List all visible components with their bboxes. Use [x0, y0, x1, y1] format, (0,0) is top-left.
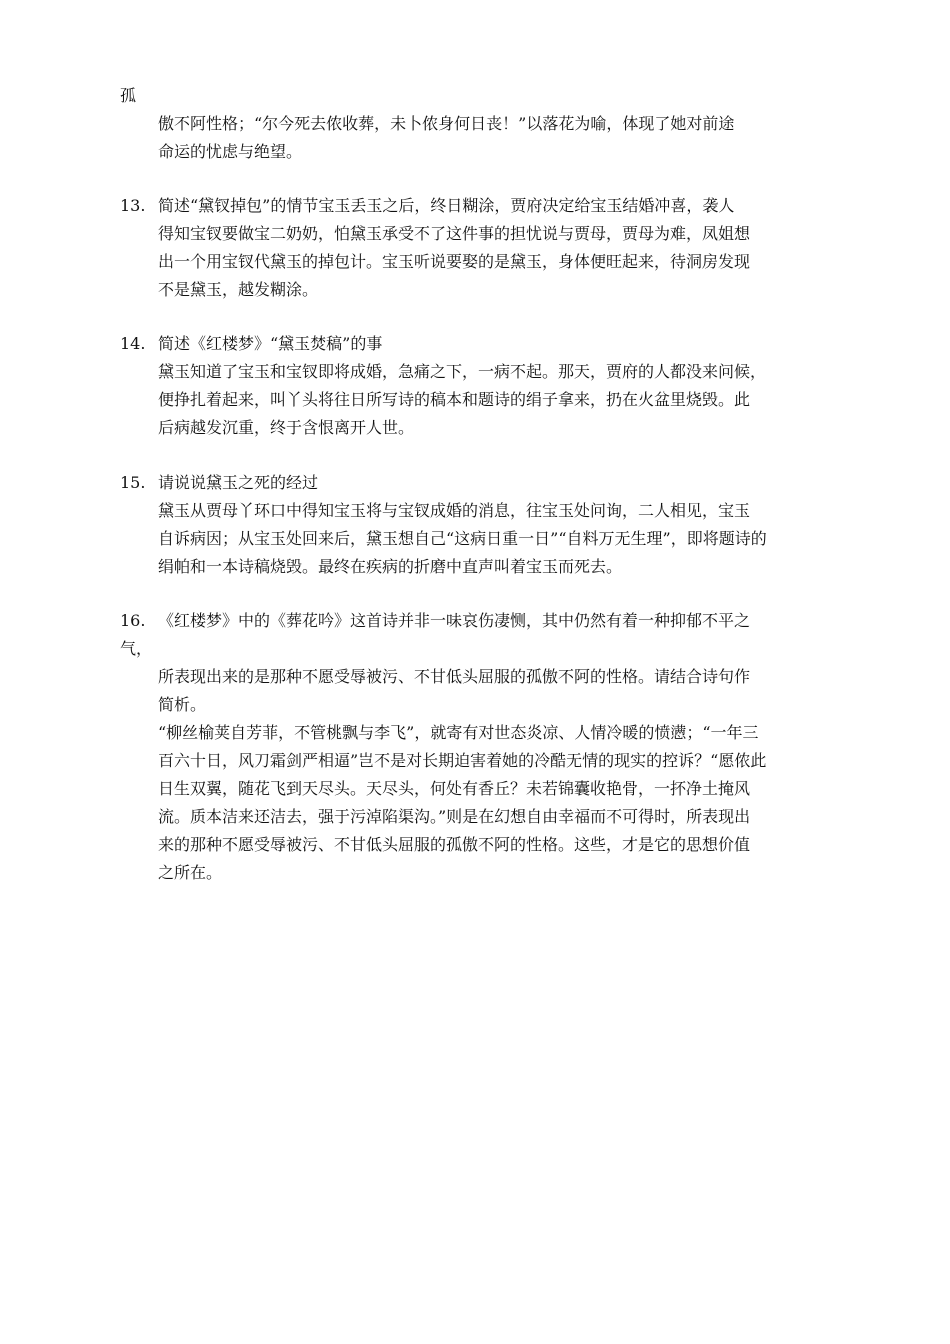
answer-line: 不是黛玉，越发糊涂。 [158, 280, 319, 299]
question-text: 《红楼梦》中的《葬花吟》这首诗并非一味哀伤凄恻，其中仍然有着一种抑郁不平之 [158, 611, 751, 630]
answer-line: 得知宝钗要做宝二奶奶，怕黛玉承受不了这件事的担忧说与贾母，贾母为难，凤姐想 [158, 224, 751, 243]
answer-line: 来的那种不愿受辱被污、不甘低头屈服的孤傲不阿的性格。这些，才是它的思想价值 [158, 835, 751, 854]
answer-line: 后病越发沉重，终于含恨离开人世。 [158, 418, 415, 437]
question-number: 15. [120, 473, 146, 492]
question-number: 13. [120, 196, 146, 215]
fragment-line: 命运的忧虑与绝望。 [158, 142, 303, 161]
answer-line: 所表现出来的是那种不愿受辱被污、不甘低头屈服的孤傲不阿的性格。请结合诗句作 [158, 667, 751, 686]
question-number: 14. [120, 334, 146, 353]
answer-line: 日生双翼，随花飞到天尽头。天尽头，何处有香丘？未若锦囊收艳骨，一抔净土掩风 [158, 779, 751, 798]
answer-line: 自诉病因；从宝玉处回来后，黛玉想自己“这病日重一日”“自料万无生理”，即将题诗的 [158, 529, 767, 548]
answer-line: 便挣扎着起来，叫丫头将往日所写诗的稿本和题诗的绢子拿来，扔在火盆里烧毁。此 [158, 390, 751, 409]
answer-line: 百六十日，风刀霜剑严相逼”岂不是对长期迫害着她的冷酷无情的现实的控诉？“愿侬此 [158, 751, 767, 770]
question-wrap-text: 气， [120, 639, 153, 658]
answer-line: 流。质本洁来还洁去，强于污淖陷渠沟。”则是在幻想自由幸福而不可得时，所表现出 [158, 807, 751, 826]
fragment-first-line: 孤 [120, 86, 137, 105]
answer-line: 简析。 [158, 695, 207, 714]
answer-line: “柳丝榆荚自芳菲，不管桃飘与李飞”，就寄有对世态炎凉、人情冷暖的愤懑；“一年三 [158, 723, 759, 742]
answer-line: 出一个用宝钗代黛玉的掉包计。宝玉听说要娶的是黛玉，身体便旺起来，待洞房发现 [158, 252, 751, 271]
answer-line: 之所在。 [158, 863, 223, 882]
question-text: 简述“黛钗掉包”的情节宝玉丢玉之后，终日糊涂，贾府决定给宝玉结婚冲喜，袭人 [158, 196, 735, 215]
answer-line: 黛玉从贾母丫环口中得知宝玉将与宝钗成婚的消息，往宝玉处问询，二人相见，宝玉 [158, 501, 751, 520]
question-number: 16. [120, 611, 146, 630]
question-text: 简述《红楼梦》“黛玉焚稿”的事 [158, 334, 383, 353]
answer-line: 绢帕和一本诗稿烧毁。最终在疾病的折磨中直声叫着宝玉而死去。 [158, 557, 623, 576]
fragment-line: 傲不阿性格；“尔今死去侬收葬，未卜侬身何日丧！”以落花为喻，体现了她对前途 [158, 114, 735, 133]
answer-line: 黛玉知道了宝玉和宝钗即将成婚，急痛之下，一病不起。那天，贾府的人都没来问候， [158, 362, 767, 381]
question-text: 请说说黛玉之死的经过 [158, 473, 319, 492]
